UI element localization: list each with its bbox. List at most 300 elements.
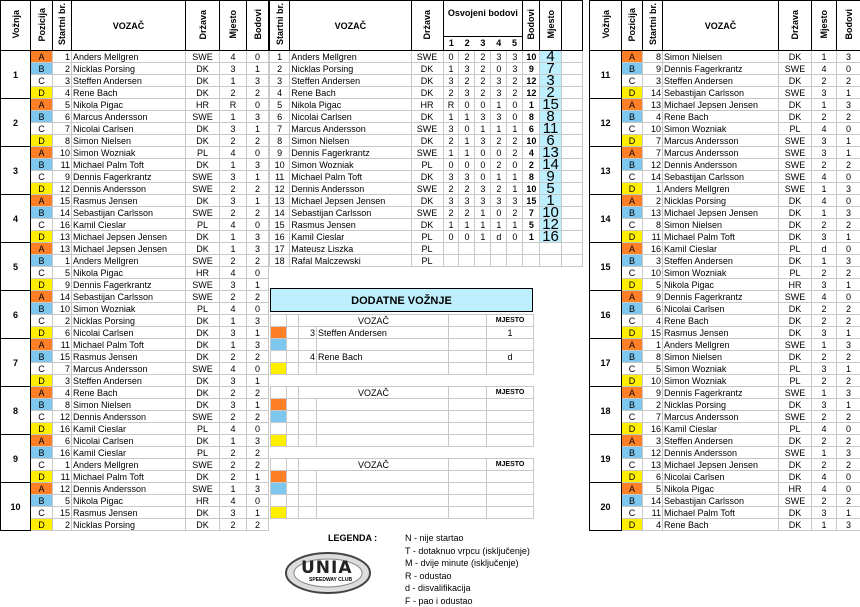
place: 1 xyxy=(220,435,247,447)
points: 1 xyxy=(837,507,860,519)
gate-position: B xyxy=(622,351,643,363)
heat-points: 2 xyxy=(475,63,491,75)
start-number: 11 xyxy=(53,471,72,483)
rider-name: Nicklas Porsing xyxy=(72,315,186,327)
rider-name: Nicklas Porsing xyxy=(663,399,779,411)
country: SWE xyxy=(186,255,220,267)
dodatne-row xyxy=(271,423,534,435)
gate-position xyxy=(271,351,287,363)
points: 3 xyxy=(247,243,269,255)
gate-position: A xyxy=(31,51,53,63)
dodatne-mjesto-header: MJESTO xyxy=(487,459,534,471)
total-points: 1 xyxy=(523,99,540,111)
points: 2 xyxy=(837,495,860,507)
start-number: 16 xyxy=(643,423,663,435)
blank-cell xyxy=(287,327,299,339)
heat-row xyxy=(1,411,269,423)
heat-points: 1 xyxy=(491,99,507,111)
final-place: 4 xyxy=(540,51,561,63)
gate-position: B xyxy=(622,159,643,171)
gate-position: C xyxy=(31,75,53,87)
heat-row xyxy=(1,207,269,219)
start-number: 13 xyxy=(270,195,290,207)
standings-row xyxy=(270,159,583,171)
points: 0 xyxy=(247,51,269,63)
blank-cell xyxy=(271,459,287,471)
rider-name: Michael Palm Toft xyxy=(72,159,186,171)
country: DK xyxy=(779,99,812,111)
rider-name xyxy=(317,339,449,351)
rider-name: Rene Bach xyxy=(317,351,449,363)
dodatne-row xyxy=(271,435,534,447)
country: SWE xyxy=(186,363,220,375)
gate-position: A xyxy=(31,99,53,111)
rider-name: Dennis Fagerkrantz xyxy=(72,171,186,183)
place: 1 xyxy=(487,327,534,339)
country: SWE xyxy=(186,111,220,123)
heats-table-left xyxy=(0,0,269,531)
heat-row xyxy=(1,387,269,399)
points: 2 xyxy=(837,111,860,123)
start-number: 4 xyxy=(643,315,663,327)
start-number xyxy=(299,507,317,519)
points: 0 xyxy=(837,423,860,435)
gate-position: A xyxy=(622,291,643,303)
gate-position: A xyxy=(622,483,643,495)
rider-name: Kamil Cieslar xyxy=(72,447,186,459)
gate-position: C xyxy=(622,75,643,87)
heat-points: 0 xyxy=(443,231,459,243)
final-place: 10 xyxy=(540,207,561,219)
country: SWE xyxy=(779,495,812,507)
dodatne-vozac-header: VOZAČ xyxy=(299,387,449,399)
legend-item: d - disvalifikacija xyxy=(405,582,530,595)
start-number: 4 xyxy=(643,519,663,531)
place: 2 xyxy=(812,159,837,171)
blank-cell xyxy=(287,423,299,435)
points: 1 xyxy=(837,279,860,291)
standings-row xyxy=(270,123,583,135)
heat-row xyxy=(1,219,269,231)
country: PL xyxy=(411,159,443,171)
rider-name: Nikola Pigac xyxy=(72,267,186,279)
heat-points xyxy=(491,255,507,267)
gate-position: A xyxy=(31,147,53,159)
heat-number: 5 xyxy=(1,243,31,291)
start-number: 14 xyxy=(53,291,72,303)
points: 2 xyxy=(837,303,860,315)
col-1-label: 1 xyxy=(444,37,460,50)
gate-position: C xyxy=(31,411,53,423)
points: 3 xyxy=(247,315,269,327)
rider-name: Kamil Cieslar xyxy=(290,231,411,243)
place: 1 xyxy=(220,243,247,255)
heat-points: 1 xyxy=(507,183,523,195)
start-number: 8 xyxy=(53,399,72,411)
heat-row xyxy=(590,111,860,123)
points: 3 xyxy=(837,519,860,531)
rider-name xyxy=(317,411,449,423)
place: 1 xyxy=(812,387,837,399)
place: 2 xyxy=(812,219,837,231)
blank-cell xyxy=(287,363,299,375)
heat-row xyxy=(590,147,860,159)
points: 1 xyxy=(247,123,269,135)
country: DK xyxy=(411,63,443,75)
country: DK xyxy=(779,303,812,315)
dodatne-header-row xyxy=(271,387,534,399)
country: DK xyxy=(186,375,220,387)
blank-cell xyxy=(287,483,299,495)
country: DK xyxy=(186,135,220,147)
start-number: 1 xyxy=(643,183,663,195)
start-number: 11 xyxy=(270,171,290,183)
country: DK xyxy=(186,231,220,243)
place xyxy=(487,471,534,483)
heat-points: 1 xyxy=(459,111,475,123)
heat-points: 3 xyxy=(459,87,475,99)
points: 3 xyxy=(837,447,860,459)
start-number: 7 xyxy=(643,411,663,423)
dodatne-row xyxy=(271,507,534,519)
country: DK xyxy=(186,327,220,339)
blank-cell xyxy=(287,387,299,399)
blank-cell xyxy=(561,111,582,123)
heat-points: 2 xyxy=(507,147,523,159)
heat-points: 3 xyxy=(443,75,459,87)
heat-points: 2 xyxy=(459,75,475,87)
gate-position xyxy=(271,327,287,339)
points: 2 xyxy=(247,459,269,471)
country: DK xyxy=(411,75,443,87)
place: 1 xyxy=(220,159,247,171)
standings-row xyxy=(270,99,583,111)
heat-points: 2 xyxy=(507,207,523,219)
start-number: 9 xyxy=(643,387,663,399)
start-number: 1 xyxy=(53,459,72,471)
heat-points: 3 xyxy=(507,63,523,75)
heat-points: 0 xyxy=(491,63,507,75)
country: DK xyxy=(186,87,220,99)
start-number: 1 xyxy=(643,339,663,351)
heat-row xyxy=(590,363,860,375)
rider-name: Nicolai Carlsen xyxy=(290,111,411,123)
heat-row xyxy=(590,399,860,411)
place: 1 xyxy=(812,207,837,219)
points: 0 xyxy=(247,303,269,315)
final-place: 9 xyxy=(540,171,561,183)
points: 2 xyxy=(837,351,860,363)
rider-name: Michael Jepsen Jensen xyxy=(290,195,411,207)
rider-name: Simon Wozniak xyxy=(663,267,779,279)
start-number: 4 xyxy=(643,111,663,123)
heat-points: 1 xyxy=(443,147,459,159)
points: 0 xyxy=(837,195,860,207)
heat-points: 3 xyxy=(459,171,475,183)
blank-cell xyxy=(449,327,487,339)
gate-position: C xyxy=(31,315,53,327)
blank-cell xyxy=(287,411,299,423)
heat-points: 3 xyxy=(491,87,507,99)
place: 3 xyxy=(220,375,247,387)
heat-points: 1 xyxy=(475,207,491,219)
country: SWE xyxy=(779,291,812,303)
heat-points xyxy=(459,255,475,267)
start-number: 16 xyxy=(53,447,72,459)
country: PL xyxy=(186,423,220,435)
heat-points xyxy=(507,243,523,255)
final-place: 16 xyxy=(540,231,561,243)
start-number: 9 xyxy=(643,63,663,75)
start-number: 11 xyxy=(53,159,72,171)
country: PL xyxy=(779,267,812,279)
blank-cell xyxy=(561,243,582,255)
heat-row xyxy=(590,483,860,495)
rider-name: Nicklas Porsing xyxy=(290,63,411,75)
gate-position: D xyxy=(622,423,643,435)
heat-points: 1 xyxy=(443,111,459,123)
header-drzava: Država xyxy=(779,1,812,51)
dodatne-row xyxy=(271,339,534,351)
header-mjesto: Mjesto xyxy=(220,1,247,51)
heat-row xyxy=(1,147,269,159)
place: 3 xyxy=(220,171,247,183)
points: 3 xyxy=(247,159,269,171)
header-startni: Startni br. xyxy=(53,1,72,51)
place: 4 xyxy=(812,483,837,495)
heat-row xyxy=(1,75,269,87)
total-points: 10 xyxy=(523,135,540,147)
start-number: 9 xyxy=(53,279,72,291)
heat-row xyxy=(590,387,860,399)
start-number: 14 xyxy=(643,171,663,183)
blank-cell xyxy=(561,147,582,159)
gate-position: D xyxy=(31,279,53,291)
heat-number: 1 xyxy=(1,51,31,99)
rider-name: Simon Wozniak xyxy=(663,363,779,375)
points: 0 xyxy=(247,423,269,435)
points: 1 xyxy=(837,135,860,147)
rider-name: Dennis Andersson xyxy=(72,411,186,423)
points: 3 xyxy=(837,183,860,195)
gate-position: C xyxy=(622,171,643,183)
gate-position: D xyxy=(31,327,53,339)
gate-position: C xyxy=(31,363,53,375)
heat-row xyxy=(1,231,269,243)
points: 3 xyxy=(247,231,269,243)
start-number: 16 xyxy=(270,231,290,243)
start-number: 9 xyxy=(643,291,663,303)
start-number: 5 xyxy=(643,363,663,375)
heat-number: 12 xyxy=(590,99,622,147)
gate-position: C xyxy=(622,363,643,375)
gate-position: C xyxy=(622,411,643,423)
header-bodovi: Bodovi xyxy=(247,1,269,51)
blank-cell xyxy=(449,399,487,411)
rider-name: Anders Mellgren xyxy=(72,51,186,63)
heat-number: 2 xyxy=(1,99,31,147)
blank-cell xyxy=(561,255,582,267)
country: PL xyxy=(779,123,812,135)
dodatne-mjesto-header: MJESTO xyxy=(487,315,534,327)
blank-cell xyxy=(561,51,582,63)
country: DK xyxy=(779,471,812,483)
gate-position xyxy=(271,423,287,435)
heat-points: 1 xyxy=(507,219,523,231)
heat-number: 16 xyxy=(590,291,622,339)
points: 2 xyxy=(837,159,860,171)
heat-points: 0 xyxy=(507,159,523,171)
place: 2 xyxy=(812,375,837,387)
header-startni: Startni br. xyxy=(270,1,290,51)
place xyxy=(487,363,534,375)
start-number xyxy=(299,363,317,375)
heat-row xyxy=(590,411,860,423)
start-number: 13 xyxy=(643,99,663,111)
place: 4 xyxy=(812,471,837,483)
gate-position: B xyxy=(31,111,53,123)
points: 2 xyxy=(247,519,269,531)
rider-name: Simon Wozniak xyxy=(663,123,779,135)
start-number: 10 xyxy=(270,159,290,171)
place: 2 xyxy=(812,411,837,423)
heat-points: 2 xyxy=(507,75,523,87)
gate-position: C xyxy=(31,219,53,231)
rider-name: Simon Wozniak xyxy=(72,147,186,159)
rider-name: Steffen Andersen xyxy=(72,75,186,87)
country: SWE xyxy=(186,51,220,63)
heat-row xyxy=(590,291,860,303)
place: 3 xyxy=(220,63,247,75)
heat-number: 10 xyxy=(1,483,31,531)
country: DK xyxy=(186,387,220,399)
place: 1 xyxy=(220,315,247,327)
place: 2 xyxy=(812,459,837,471)
heat-points: 3 xyxy=(507,195,523,207)
heat-points: 0 xyxy=(507,99,523,111)
country: DK xyxy=(186,519,220,531)
points: 3 xyxy=(837,99,860,111)
heat-points: 0 xyxy=(459,99,475,111)
heat-number: 13 xyxy=(590,147,622,195)
heat-number: 18 xyxy=(590,387,622,435)
place: 4 xyxy=(220,147,247,159)
heat-row xyxy=(1,459,269,471)
country: DK xyxy=(411,171,443,183)
rider-name xyxy=(317,435,449,447)
place: 4 xyxy=(220,267,247,279)
country: SWE xyxy=(411,123,443,135)
gate-position: B xyxy=(31,255,53,267)
points: 1 xyxy=(837,399,860,411)
rider-name: Steffen Andersen xyxy=(663,255,779,267)
rider-name: Nicklas Porsing xyxy=(72,519,186,531)
country: DK xyxy=(186,315,220,327)
gate-position xyxy=(271,507,287,519)
place: 1 xyxy=(812,51,837,63)
rider-name: Marcus Andersson xyxy=(72,111,186,123)
blank-cell xyxy=(561,195,582,207)
country: DK xyxy=(779,351,812,363)
gate-position: A xyxy=(622,51,643,63)
total-points: 1 xyxy=(523,231,540,243)
rider-name: Simon Wozniak xyxy=(72,303,186,315)
country: DK xyxy=(186,195,220,207)
rider-name: Rene Bach xyxy=(72,87,186,99)
dodatne-heat-3 xyxy=(270,458,533,519)
heat-row xyxy=(1,159,269,171)
rider-name: Simon Nielsen xyxy=(290,135,411,147)
total-points: 8 xyxy=(523,171,540,183)
heat-number: 17 xyxy=(590,339,622,387)
start-number: 4 xyxy=(270,87,290,99)
country: HR xyxy=(779,483,812,495)
place: 4 xyxy=(220,423,247,435)
country: SWE xyxy=(779,147,812,159)
rider-name: Anders Mellgren xyxy=(72,255,186,267)
rider-name: Rafal Malczewski xyxy=(290,255,411,267)
heat-points: 2 xyxy=(443,183,459,195)
gate-position: C xyxy=(31,459,53,471)
points: 2 xyxy=(247,291,269,303)
gate-position: D xyxy=(622,519,643,531)
gate-position xyxy=(271,483,287,495)
start-number xyxy=(299,471,317,483)
country: HR xyxy=(186,267,220,279)
dodatne-title: DODATNE VOŽNJE xyxy=(270,288,533,312)
start-number: 8 xyxy=(270,135,290,147)
gate-position: D xyxy=(622,279,643,291)
country: DK xyxy=(779,207,812,219)
start-number: 1 xyxy=(53,255,72,267)
heat-row xyxy=(1,171,269,183)
blank-cell xyxy=(561,135,582,147)
country: DK xyxy=(779,507,812,519)
blank-cell xyxy=(561,87,582,99)
points: 0 xyxy=(247,99,269,111)
heat-points: 2 xyxy=(443,87,459,99)
country: PL xyxy=(186,447,220,459)
standings-table xyxy=(269,0,583,267)
blank-cell xyxy=(449,459,487,471)
standings-row xyxy=(270,171,583,183)
country: DK xyxy=(186,351,220,363)
heat-points: 3 xyxy=(459,63,475,75)
dodatne-row xyxy=(271,471,534,483)
start-number xyxy=(299,483,317,495)
place: 1 xyxy=(812,519,837,531)
points: 1 xyxy=(837,87,860,99)
unia-logo-text: UNIA xyxy=(301,558,353,578)
heat-points: 1 xyxy=(507,123,523,135)
rider-name: Nicklas Porsing xyxy=(72,63,186,75)
gate-position: D xyxy=(31,87,53,99)
heat-points: 0 xyxy=(475,147,491,159)
place: 4 xyxy=(812,63,837,75)
heat-row xyxy=(590,255,860,267)
gate-position: D xyxy=(31,471,53,483)
start-number: 3 xyxy=(643,75,663,87)
dodatne-row xyxy=(271,399,534,411)
heat-points: 2 xyxy=(507,135,523,147)
place: 2 xyxy=(812,267,837,279)
gate-position: C xyxy=(622,459,643,471)
heat-points: 3 xyxy=(443,123,459,135)
gate-position: D xyxy=(31,423,53,435)
place: 3 xyxy=(812,327,837,339)
place: 3 xyxy=(812,507,837,519)
heat-row xyxy=(1,363,269,375)
